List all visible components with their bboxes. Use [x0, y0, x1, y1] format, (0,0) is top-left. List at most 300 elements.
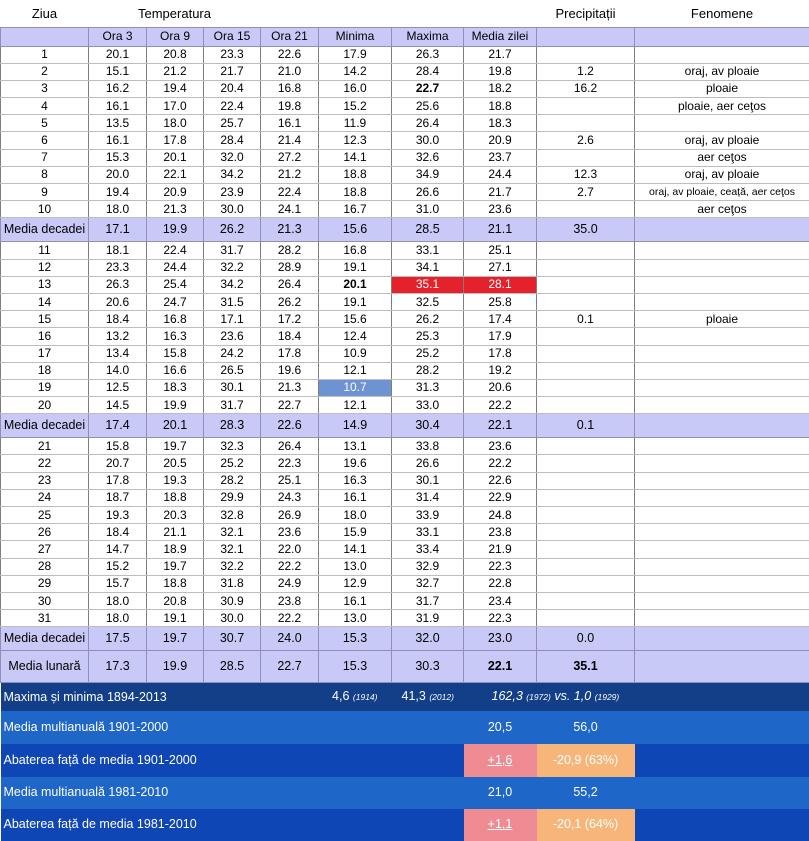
monthly-row-label: Media lunară — [1, 651, 89, 683]
phenomena — [635, 472, 809, 489]
summary-multi-1901-temp: 20,5 — [464, 711, 537, 744]
summary-dev-1981-temp[interactable]: +1,1 — [464, 809, 537, 841]
temp-max: 25.6 — [392, 98, 464, 115]
temp-med: 23.6 — [464, 438, 537, 455]
phenomena — [635, 259, 809, 276]
temp-o3: 13.4 — [89, 345, 147, 362]
precipitation — [537, 541, 635, 558]
table-row — [1, 592, 809, 609]
precipitation: 1.2 — [537, 63, 635, 80]
precipitation — [537, 507, 635, 524]
precipitation — [537, 328, 635, 345]
temp-o21: 21.3 — [261, 379, 319, 396]
temp-med: 19.8 — [464, 63, 537, 80]
decade-row-max: 32.0 — [392, 627, 464, 651]
temp-o21: 19.8 — [261, 98, 319, 115]
temp-o15: 32.1 — [204, 541, 261, 558]
table-row — [1, 507, 809, 524]
table-row — [1, 276, 809, 293]
precipitation — [537, 362, 635, 379]
temp-o15: 34.2 — [204, 166, 261, 183]
temp-min: 16.7 — [319, 201, 392, 218]
temp-o9: 21.3 — [147, 201, 204, 218]
table-row — [1, 455, 809, 472]
temp-min: 11.9 — [319, 115, 392, 132]
temp-min: 18.8 — [319, 184, 392, 201]
temp-max: 30.1 — [392, 472, 464, 489]
table-row — [1, 362, 809, 379]
monthly-row-max: 30.3 — [392, 651, 464, 683]
precipitation — [537, 455, 635, 472]
temp-o21: 25.1 — [261, 472, 319, 489]
temp-med: 22.3 — [464, 610, 537, 627]
temp-o9: 21.2 — [147, 63, 204, 80]
temp-o3: 15.2 — [89, 558, 147, 575]
decade-row — [1, 218, 809, 242]
temp-min: 17.9 — [319, 46, 392, 63]
temp-o15: 30.1 — [204, 379, 261, 396]
temp-o3: 20.1 — [89, 46, 147, 63]
temp-o21: 17.2 — [261, 311, 319, 328]
phenomena: ploaie, aer ceţos — [635, 98, 809, 115]
decade-row-fen — [635, 218, 809, 242]
temp-o9: 16.6 — [147, 362, 204, 379]
phenomena — [635, 558, 809, 575]
temp-o9: 19.3 — [147, 472, 204, 489]
temp-min: 12.9 — [319, 575, 392, 592]
decade-row-min: 15.3 — [319, 627, 392, 651]
temp-med: 20.6 — [464, 379, 537, 396]
temp-o21: 27.2 — [261, 149, 319, 166]
temp-o21: 17.8 — [261, 345, 319, 362]
day-number: 25 — [1, 507, 89, 524]
phenomena — [635, 242, 809, 259]
phenomena — [635, 610, 809, 627]
temp-o9: 20.1 — [147, 149, 204, 166]
temp-o3: 16.1 — [89, 132, 147, 149]
temp-o9: 18.3 — [147, 379, 204, 396]
phenomena — [635, 592, 809, 609]
temp-med: 25.1 — [464, 242, 537, 259]
temp-min: 19.6 — [319, 455, 392, 472]
header-ora3: Ora 3 — [89, 27, 147, 46]
temp-o15: 29.9 — [204, 489, 261, 506]
temp-o9: 18.8 — [147, 489, 204, 506]
temp-max: 33.1 — [392, 524, 464, 541]
temp-o9: 19.1 — [147, 610, 204, 627]
phenomena — [635, 397, 809, 414]
temp-o3: 14.0 — [89, 362, 147, 379]
precipitation — [537, 149, 635, 166]
precipitation — [537, 345, 635, 362]
header-fenomene: Fenomene — [635, 0, 809, 27]
temp-med: 18.2 — [464, 80, 537, 97]
decade-row-o21: 21.3 — [261, 218, 319, 242]
temp-max: 31.4 — [392, 489, 464, 506]
phenomena: oraj, av ploaie — [635, 132, 809, 149]
day-number: 12 — [1, 259, 89, 276]
monthly-row-prec: 35.1 — [537, 651, 635, 683]
day-number: 10 — [1, 201, 89, 218]
temp-o21: 26.9 — [261, 507, 319, 524]
day-number: 24 — [1, 489, 89, 506]
precipitation — [537, 489, 635, 506]
temp-max: 22.7 — [392, 80, 464, 97]
temp-o21: 21.0 — [261, 63, 319, 80]
temp-o21: 26.4 — [261, 276, 319, 293]
temp-o3: 18.0 — [89, 610, 147, 627]
day-number: 21 — [1, 438, 89, 455]
temp-o3: 18.0 — [89, 592, 147, 609]
temp-min: 12.4 — [319, 328, 392, 345]
temp-o15: 20.4 — [204, 80, 261, 97]
decade-row-med: 21.1 — [464, 218, 537, 242]
table-row — [1, 166, 809, 183]
temp-o15: 24.2 — [204, 345, 261, 362]
header-ziua: Ziua — [1, 0, 89, 27]
decade-row-fen — [635, 414, 809, 438]
decade-row-o9: 20.1 — [147, 414, 204, 438]
temp-o9: 24.7 — [147, 293, 204, 310]
summary-extremes-prec: 162,3 (1972) vs. 1,0 (1929) — [464, 683, 809, 711]
decade-row-med: 22.1 — [464, 414, 537, 438]
day-number: 6 — [1, 132, 89, 149]
temp-min: 15.9 — [319, 524, 392, 541]
temp-o9: 21.1 — [147, 524, 204, 541]
temp-o3: 18.0 — [89, 201, 147, 218]
temp-o9: 17.8 — [147, 132, 204, 149]
day-number: 18 — [1, 362, 89, 379]
phenomena: oraj, av ploaie, ceață, aer ceţos — [635, 184, 809, 201]
temp-max: 33.1 — [392, 242, 464, 259]
temp-o21: 28.2 — [261, 242, 319, 259]
day-number: 14 — [1, 293, 89, 310]
phenomena — [635, 507, 809, 524]
temp-max: 35.1 — [392, 276, 464, 293]
temp-o15: 28.4 — [204, 132, 261, 149]
precipitation: 12.3 — [537, 166, 635, 183]
temp-med: 25.8 — [464, 293, 537, 310]
summary-multi-1981-label: Media multianuală 1981-2010 — [1, 777, 464, 809]
decade-row-min: 14.9 — [319, 414, 392, 438]
temp-min: 10.7 — [319, 379, 392, 396]
summary-multi-1901-label: Media multianuală 1901-2000 — [1, 711, 464, 744]
summary-multi-1981-row — [1, 777, 809, 809]
temp-med: 24.8 — [464, 507, 537, 524]
decade-row-label: Media decadei — [1, 414, 89, 438]
temp-o15: 31.5 — [204, 293, 261, 310]
monthly-row-min: 15.3 — [319, 651, 392, 683]
temp-o21: 26.2 — [261, 293, 319, 310]
temp-o3: 15.8 — [89, 438, 147, 455]
temp-med: 23.7 — [464, 149, 537, 166]
temp-med: 17.9 — [464, 328, 537, 345]
temp-min: 19.1 — [319, 259, 392, 276]
phenomena — [635, 46, 809, 63]
temp-o3: 16.1 — [89, 98, 147, 115]
temp-o15: 32.2 — [204, 259, 261, 276]
precipitation — [537, 242, 635, 259]
table-row — [1, 46, 809, 63]
temp-max: 33.0 — [392, 397, 464, 414]
precipitation — [537, 558, 635, 575]
day-number: 23 — [1, 472, 89, 489]
temp-med: 24.4 — [464, 166, 537, 183]
temp-o15: 32.3 — [204, 438, 261, 455]
day-number: 8 — [1, 166, 89, 183]
header-ora15: Ora 15 — [204, 27, 261, 46]
table-row — [1, 98, 809, 115]
header-minima: Minima — [319, 27, 392, 46]
precipitation: 0.1 — [537, 311, 635, 328]
phenomena: ploaie — [635, 80, 809, 97]
decade-row — [1, 627, 809, 651]
temp-o15: 23.3 — [204, 46, 261, 63]
phenomena: ploaie — [635, 311, 809, 328]
temp-o9: 17.0 — [147, 98, 204, 115]
table-row — [1, 610, 809, 627]
summary-multi-1981-prec: 55,2 — [537, 777, 635, 809]
temp-o3: 19.4 — [89, 184, 147, 201]
day-number: 28 — [1, 558, 89, 575]
phenomena — [635, 524, 809, 541]
temp-min: 10.9 — [319, 345, 392, 362]
decade-row-label: Media decadei — [1, 218, 89, 242]
temp-o21: 18.4 — [261, 328, 319, 345]
precipitation — [537, 293, 635, 310]
day-number: 5 — [1, 115, 89, 132]
monthly-row-fen — [635, 651, 809, 683]
phenomena — [635, 362, 809, 379]
header-row-columns — [1, 27, 809, 46]
temp-min: 14.1 — [319, 149, 392, 166]
temp-max: 34.1 — [392, 259, 464, 276]
temp-o21: 22.6 — [261, 46, 319, 63]
temp-min: 14.1 — [319, 541, 392, 558]
temp-o15: 25.2 — [204, 455, 261, 472]
decade-row-max: 30.4 — [392, 414, 464, 438]
temp-max: 32.5 — [392, 293, 464, 310]
temp-o9: 19.7 — [147, 438, 204, 455]
precipitation — [537, 575, 635, 592]
decade-row-min: 15.6 — [319, 218, 392, 242]
header-row-top — [1, 0, 809, 27]
precipitation — [537, 46, 635, 63]
day-number: 29 — [1, 575, 89, 592]
summary-extremes-row — [1, 683, 809, 711]
precipitation — [537, 472, 635, 489]
temp-med: 23.6 — [464, 201, 537, 218]
day-number: 15 — [1, 311, 89, 328]
precipitation — [537, 397, 635, 414]
temp-min: 19.1 — [319, 293, 392, 310]
temp-max: 26.4 — [392, 115, 464, 132]
temp-o9: 19.7 — [147, 558, 204, 575]
temp-o9: 20.8 — [147, 46, 204, 63]
temp-o15: 30.0 — [204, 201, 261, 218]
temp-min: 20.1 — [319, 276, 392, 293]
precipitation: 16.2 — [537, 80, 635, 97]
monthly-row-o21: 22.7 — [261, 651, 319, 683]
temp-o15: 21.7 — [204, 63, 261, 80]
summary-multi-1981-temp: 21,0 — [464, 777, 537, 809]
temp-o15: 32.1 — [204, 524, 261, 541]
decade-row-prec: 0.0 — [537, 627, 635, 651]
temp-o9: 20.9 — [147, 184, 204, 201]
phenomena — [635, 379, 809, 396]
decade-row-o15: 28.3 — [204, 414, 261, 438]
day-number: 31 — [1, 610, 89, 627]
day-number: 4 — [1, 98, 89, 115]
decade-row — [1, 414, 809, 438]
table-row — [1, 489, 809, 506]
phenomena: oraj, av ploaie — [635, 63, 809, 80]
day-number: 1 — [1, 46, 89, 63]
day-number: 16 — [1, 328, 89, 345]
table-row — [1, 379, 809, 396]
temp-max: 26.2 — [392, 311, 464, 328]
temp-max: 33.4 — [392, 541, 464, 558]
temp-o9: 19.4 — [147, 80, 204, 97]
temp-max: 33.8 — [392, 438, 464, 455]
temp-o3: 13.5 — [89, 115, 147, 132]
precipitation — [537, 276, 635, 293]
decade-row-o3: 17.4 — [89, 414, 147, 438]
temp-min: 13.0 — [319, 558, 392, 575]
temp-o3: 19.3 — [89, 507, 147, 524]
phenomena — [635, 115, 809, 132]
monthly-row — [1, 651, 809, 683]
temp-o15: 23.6 — [204, 328, 261, 345]
temp-max: 31.9 — [392, 610, 464, 627]
temp-o9: 19.9 — [147, 397, 204, 414]
day-number: 13 — [1, 276, 89, 293]
temp-o15: 31.8 — [204, 575, 261, 592]
temp-o9: 16.8 — [147, 311, 204, 328]
temp-o3: 18.1 — [89, 242, 147, 259]
precipitation — [537, 115, 635, 132]
phenomena — [635, 575, 809, 592]
table-row — [1, 575, 809, 592]
temp-max: 28.2 — [392, 362, 464, 379]
temp-o3: 17.8 — [89, 472, 147, 489]
phenomena — [635, 276, 809, 293]
summary-dev-1901-row — [1, 744, 809, 777]
temp-med: 18.8 — [464, 98, 537, 115]
temp-o9: 20.3 — [147, 507, 204, 524]
day-number: 3 — [1, 80, 89, 97]
temp-o3: 26.3 — [89, 276, 147, 293]
decade-row-prec: 0.1 — [537, 414, 635, 438]
temp-o21: 19.6 — [261, 362, 319, 379]
temp-o15: 31.7 — [204, 242, 261, 259]
temp-o9: 24.4 — [147, 259, 204, 276]
temp-o3: 23.3 — [89, 259, 147, 276]
temp-o9: 20.5 — [147, 455, 204, 472]
temp-max: 25.2 — [392, 345, 464, 362]
temp-max: 25.3 — [392, 328, 464, 345]
temp-o21: 16.8 — [261, 80, 319, 97]
temp-min: 15.6 — [319, 311, 392, 328]
temp-med: 17.4 — [464, 311, 537, 328]
temp-o9: 22.4 — [147, 242, 204, 259]
temp-o21: 22.4 — [261, 184, 319, 201]
temp-max: 30.0 — [392, 132, 464, 149]
monthly-row-med: 22.1 — [464, 651, 537, 683]
temp-o21: 22.2 — [261, 558, 319, 575]
temp-max: 28.4 — [392, 63, 464, 80]
precipitation — [537, 98, 635, 115]
temp-o3: 15.1 — [89, 63, 147, 80]
table-row — [1, 259, 809, 276]
summary-extremes-max: 41,3 (2012) — [392, 683, 464, 711]
decade-row-o9: 19.7 — [147, 627, 204, 651]
header-temperatura: Temperatura — [89, 0, 261, 27]
temp-o21: 24.1 — [261, 201, 319, 218]
temp-min: 15.2 — [319, 98, 392, 115]
table-row — [1, 541, 809, 558]
day-number: 30 — [1, 592, 89, 609]
header-ora21: Ora 21 — [261, 27, 319, 46]
table-row — [1, 558, 809, 575]
summary-dev-1901-prec: -20,9 (63%) — [537, 744, 635, 777]
summary-dev-1901-temp[interactable]: +1,6 — [464, 744, 537, 777]
temp-min: 13.1 — [319, 438, 392, 455]
day-number: 9 — [1, 184, 89, 201]
temp-o15: 17.1 — [204, 311, 261, 328]
temp-med: 21.7 — [464, 184, 537, 201]
temp-min: 16.1 — [319, 592, 392, 609]
temp-o9: 15.8 — [147, 345, 204, 362]
temp-o15: 28.2 — [204, 472, 261, 489]
day-number: 11 — [1, 242, 89, 259]
temp-min: 16.3 — [319, 472, 392, 489]
temp-min: 14.2 — [319, 63, 392, 80]
temp-o21: 26.4 — [261, 438, 319, 455]
temp-o15: 32.2 — [204, 558, 261, 575]
monthly-row-o15: 28.5 — [204, 651, 261, 683]
temp-o3: 13.2 — [89, 328, 147, 345]
temp-o21: 22.2 — [261, 610, 319, 627]
table-row — [1, 438, 809, 455]
temp-min: 16.0 — [319, 80, 392, 97]
temp-o3: 20.0 — [89, 166, 147, 183]
precipitation — [537, 438, 635, 455]
temp-o9: 22.1 — [147, 166, 204, 183]
temp-o21: 21.2 — [261, 166, 319, 183]
temp-o9: 18.9 — [147, 541, 204, 558]
header-precipitatii: Precipitații — [537, 0, 635, 27]
temp-o15: 26.5 — [204, 362, 261, 379]
temp-o15: 23.9 — [204, 184, 261, 201]
precipitation — [537, 259, 635, 276]
temp-o3: 15.3 — [89, 149, 147, 166]
temp-o3: 18.4 — [89, 311, 147, 328]
temp-o15: 30.9 — [204, 592, 261, 609]
temp-min: 12.1 — [319, 362, 392, 379]
temp-max: 32.6 — [392, 149, 464, 166]
temp-min: 16.1 — [319, 489, 392, 506]
temp-max: 31.3 — [392, 379, 464, 396]
summary-dev-1901-label: Abaterea față de media 1901-2000 — [1, 744, 464, 777]
temp-o3: 16.2 — [89, 80, 147, 97]
temp-o9: 20.8 — [147, 592, 204, 609]
table-row — [1, 397, 809, 414]
temp-min: 18.8 — [319, 166, 392, 183]
temp-med: 17.8 — [464, 345, 537, 362]
temp-med: 23.4 — [464, 592, 537, 609]
decade-row-o21: 24.0 — [261, 627, 319, 651]
